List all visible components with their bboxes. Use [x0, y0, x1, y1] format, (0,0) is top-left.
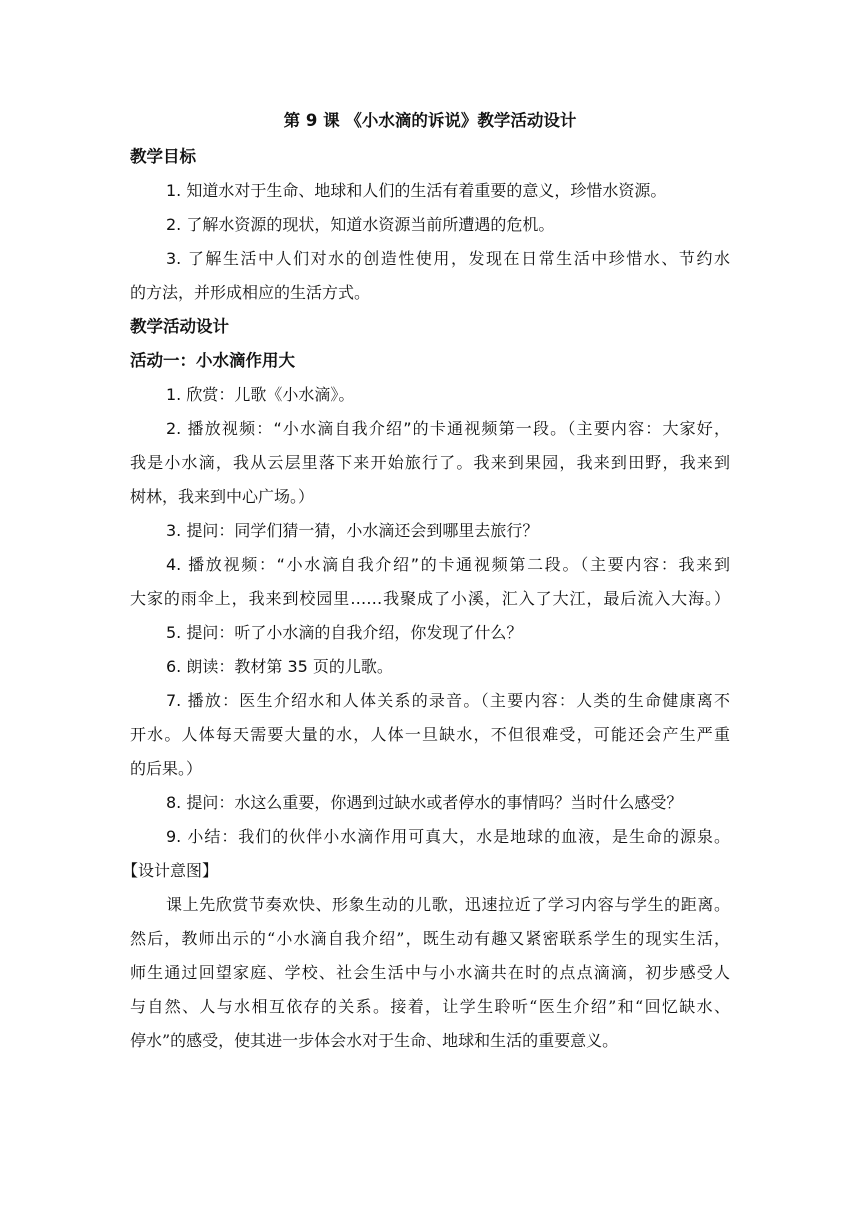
goals-heading: 教学目标 [130, 147, 196, 166]
step-5: 5. 提问：听了小水滴的自我介绍，你发现了什么？ [166, 623, 523, 642]
intent-line-1: 课上先欣赏节奏欢快、形象生动的儿歌，迅速拉近了学习内容与学生的距离。 [166, 895, 730, 914]
step-8: 8. 提问：水这么重要，你遇到过缺水或者停水的事情吗？当时什么感受？ [166, 793, 683, 812]
intent-line-2: 然后，教师出示的“小水滴自我介绍”，既生动有趣又紧密联系学生的现实生活， [130, 929, 730, 948]
step-2-line-1: 2. 播放视频：“小水滴自我介绍”的卡通视频第一段。（主要内容：大家好， [166, 419, 730, 438]
design-heading: 教学活动设计 [130, 317, 229, 336]
intent-heading: 【设计意图】 [122, 861, 219, 880]
intent-line-3: 师生通过回望家庭、学校、社会生活中与小水滴共在时的点点滴滴，初步感受人 [130, 963, 730, 982]
step-3: 3. 提问：同学们猜一猜，小水滴还会到哪里去旅行？ [166, 521, 539, 540]
goal-item-2: 2. 了解水资源的现状，知道水资源当前所遭遇的危机。 [166, 215, 555, 234]
step-7-line-2: 开水。人体每天需要大量的水，人体一旦缺水，不但很难受，可能还会产生严重 [130, 725, 730, 744]
goal-item-3-line-1: 3. 了解生活中人们对水的创造性使用，发现在日常生活中珍惜水、节约水 [166, 249, 730, 268]
step-2-line-3: 树林，我来到中心广场。） [130, 487, 315, 506]
goal-item-1: 1. 知道水对于生命、地球和人们的生活有着重要的意义，珍惜水资源。 [166, 181, 667, 200]
intent-line-5: 停水”的感受，使其进一步体会水对于生命、地球和生活的重要意义。 [130, 1031, 619, 1050]
step-7-line-3: 的后果。） [130, 759, 203, 778]
step-4-line-1: 4. 播放视频：“小水滴自我介绍”的卡通视频第二段。（主要内容：我来到 [166, 555, 730, 574]
document-title: 第 9 课 《小水滴的诉说》教学活动设计 [283, 111, 577, 130]
step-4-line-2: 大家的雨伞上，我来到校园里……我聚成了小溪，汇入了大江，最后流入大海。） [130, 589, 730, 608]
intent-line-4: 与自然、人与水相互依存的关系。接着，让学生聆听“医生介绍”和“回忆缺水、 [130, 997, 730, 1016]
step-1: 1. 欣赏：儿歌《小水滴》。 [166, 385, 355, 404]
step-7-line-1: 7. 播放：医生介绍水和人体关系的录音。（主要内容：人类的生命健康离不 [166, 691, 730, 710]
step-2-line-2: 我是小水滴，我从云层里落下来开始旅行了。我来到果园，我来到田野，我来到 [130, 453, 730, 472]
goal-item-3-line-2: 的方法，并形成相应的生活方式。 [130, 283, 371, 302]
activity-1-heading: 活动一：小水滴作用大 [130, 351, 295, 370]
step-6: 6. 朗读：教材第 35 页的儿歌。 [166, 657, 393, 676]
step-9: 9. 小结：我们的伙伴小水滴作用可真大，水是地球的血液，是生命的源泉。 [166, 827, 730, 846]
